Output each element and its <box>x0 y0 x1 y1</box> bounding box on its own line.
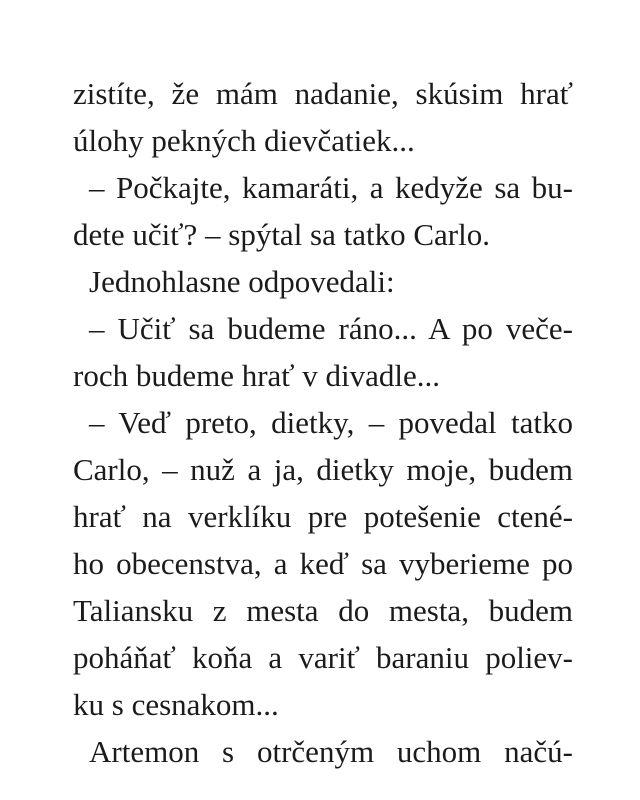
text-line: dete učiť? – spýtal sa tatko Carlo. <box>73 217 490 252</box>
text-line: poháňať koňa a variť baraniu poliev- <box>73 640 573 675</box>
text-line: Taliansku z mesta do mesta, budem <box>73 593 573 628</box>
text-line: zistíte, že mám nadanie, skúsim hrať <box>73 76 573 111</box>
text-line: – Veď preto, dietky, – povedal tatko <box>89 405 573 440</box>
text-line: ho obecenstva, a keď sa vyberieme po <box>73 546 573 581</box>
text-column <box>73 70 573 775</box>
text-line: – Počkajte, kamaráti, a kedyže sa bu- <box>89 170 573 205</box>
text-line: – Učiť sa budeme ráno... A po veče- <box>89 311 573 346</box>
text-line: Jednohlasne odpovedali: <box>89 264 395 299</box>
text-line: roch budeme hrať v divadle... <box>73 358 441 393</box>
text-line: ku s cesnakom... <box>73 687 279 722</box>
text-line: Artemon s otrčeným uchom načú- <box>89 734 573 769</box>
text-line: Carlo, – nuž a ja, dietky moje, budem <box>73 452 573 487</box>
text-line: úlohy pekných dievčatiek... <box>73 123 415 158</box>
text-line: hrať na verklíku pre potešenie ctené- <box>73 499 573 534</box>
